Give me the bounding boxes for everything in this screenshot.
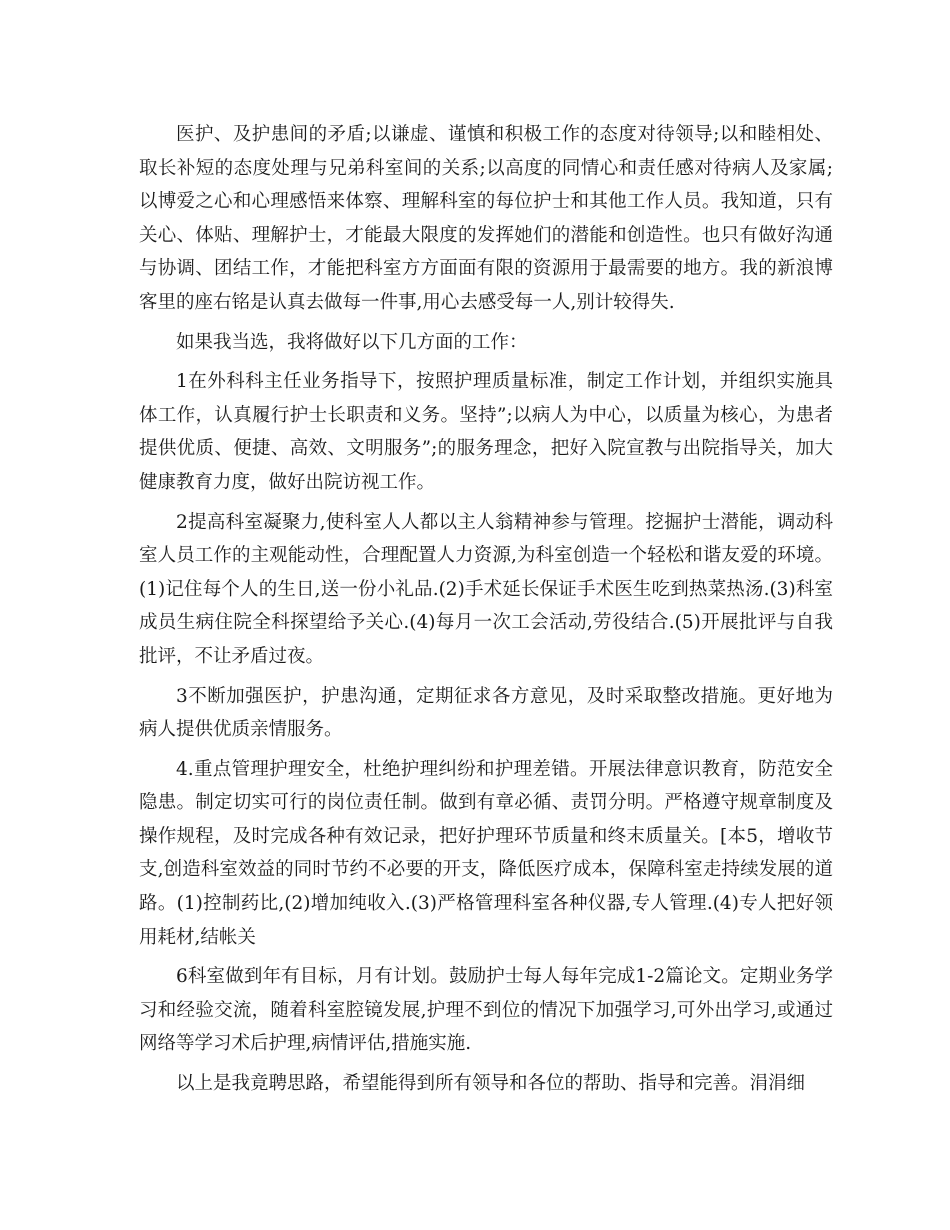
paragraph-item-3: 3不断加强医护，护患沟通，定期征求各方意见，及时采取整改措施。更好地为病人提供优质亲情服务。 bbox=[139, 685, 833, 741]
document-body bbox=[139, 118, 833, 1107]
paragraph-if-elected: 如果我当选，我将做好以下几方面的工作： bbox=[176, 331, 528, 353]
paragraph-item-6: 6科室做到年有目标，月有计划。鼓励护士每人每年完成1-2篇论文。定期业务学习和经验交流，随着科室腔镜发展,护理不到位的情况下加强学习,可外出学习,或通过网络等学习术后护理,病情评估,措施实施. bbox=[139, 966, 833, 1055]
paragraph-item-4-5: 4.重点管理护理安全，杜绝护理纠纷和护理差错。开展法律意识教育，防范安全隐患。制定切实可行的岗位责任制。做到有章必循、责罚分明。严格遵守规章制度及操作规程，及时完成各种有效记录，把好护理环节质量和终末质量关。[本5，增收节支,创造科室效益的同时节约不必要的开支，降低医疗成本，保障科室走持续发展的道路。(1)控制药比,(2)增加纯收入.(3)严格管理科室各种仪器,专人管理.(4)专人把好领用耗材,结帐关 bbox=[139, 758, 833, 948]
paragraph-conclusion: 以上是我竟聘思路，希望能得到所有领导和各位的帮助、指导和完善。涓涓细 bbox=[176, 1073, 806, 1095]
paragraph-item-1: 1在外科科主任业务指导下，按照护理质量标准，制定工作计划，并组织实施具体工作，认真履行护士长职责和义务。坚持”;以病人为中心，以质量为核心，为患者提供优质、便捷、高效、文明服务”;的服务理念，把好入院宣教与出院指导关，加大健康教育力度，做好出院访视工作。 bbox=[139, 371, 833, 493]
paragraph-relations: 医护、及护患间的矛盾;以谦虚、谨慎和积极工作的态度对待领导;以和睦相处、取长补短的态度处理与兄弟科室间的关系;以高度的同情心和责任感对待病人及家属;以博爱之心和心理感悟来体察、理解科室的每位护士和其他工作人员。我知道，只有关心、体贴、理解护士，才能最大限度的发挥她们的潜能和创造性。也只有做好沟通与协调、团结工作，才能把科室方方面面有限的资源用于最需要的地方。我的新浪博客里的座右铭是认真去做每一件事,用心去感受每一人,别计较得失. bbox=[139, 124, 833, 313]
paragraph-item-2: 2提高科室凝聚力,使科室人人都以主人翁精神参与管理。挖掘护士潜能，调动科室人员工作的主观能动性，合理配置人力资源,为科室创造一个轻松和谐友爱的环境。(1)记住每个人的生日,送一份小礼品.(2)手术延长保证手术医生吃到热菜热汤.(3)科室成员生病住院全科探望给予关心.(4)每月一次工会活动,劳役结合.(5)开展批评与自我批评，不让矛盾过夜。 bbox=[139, 511, 833, 667]
